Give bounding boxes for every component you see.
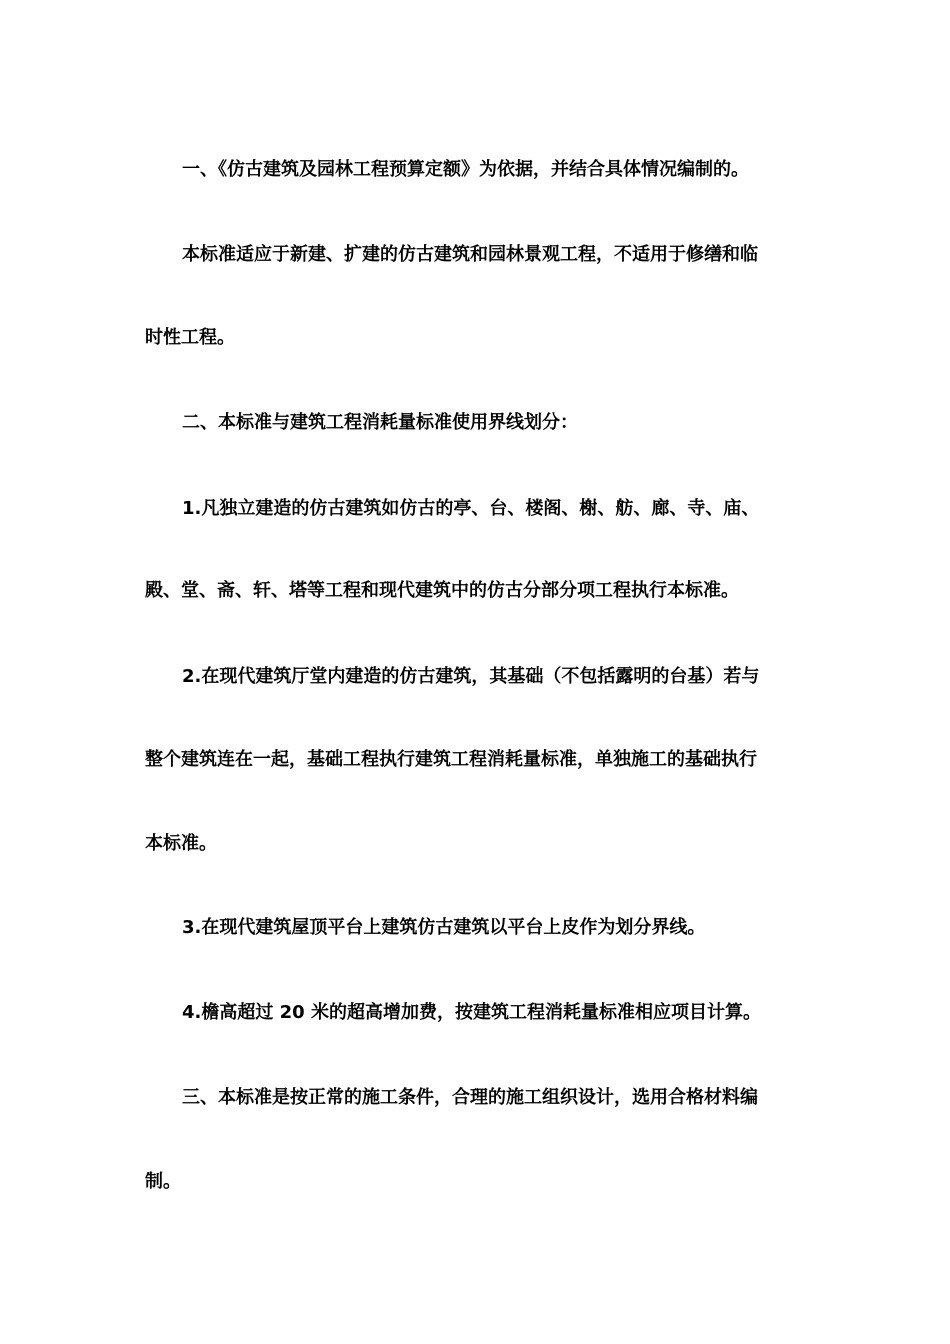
section-heading-2: 二、本标准与建筑工程消耗量标准使用界线划分： xyxy=(182,412,578,433)
paragraph-line-7: 2.在现代建筑厅堂内建造的仿古建筑，其基础（不包括露明的台基）若与 xyxy=(182,666,760,687)
paragraph-line-2: 本标准适应于新建、扩建的仿古建筑和园林景观工程，不适用于修缮和临 xyxy=(182,244,758,265)
paragraph-line-1: 一、《仿古建筑及园林工程预算定额》为依据，并结合具体情况编制的。 xyxy=(182,159,749,180)
paragraph-line-11: 4.檐高超过 20 米的超高增加费，按建筑工程消耗量标准相应项目计算。 xyxy=(182,1002,761,1023)
paragraph-line-9: 本标准。 xyxy=(145,833,217,854)
paragraph-line-6: 殿、堂、斋、轩、塔等工程和现代建筑中的仿古分部分项工程执行本标准。 xyxy=(145,580,739,601)
paragraph-line-8: 整个建筑连在一起，基础工程执行建筑工程消耗量标准，单独施工的基础执行 xyxy=(145,749,757,770)
section-heading-3: 三、本标准是按正常的施工条件，合理的施工组织设计，选用合格材料编 xyxy=(182,1087,758,1108)
paragraph-line-10: 3.在现代建筑屋顶平台上建筑仿古建筑以平台上皮作为划分界线。 xyxy=(182,917,706,938)
paragraph-line-5: 1.凡独立建造的仿古建筑如仿古的亭、台、楼阁、榭、舫、廊、寺、庙、 xyxy=(182,498,760,519)
paragraph-line-13: 制。 xyxy=(145,1171,181,1192)
paragraph-line-3: 时性工程。 xyxy=(145,327,235,348)
